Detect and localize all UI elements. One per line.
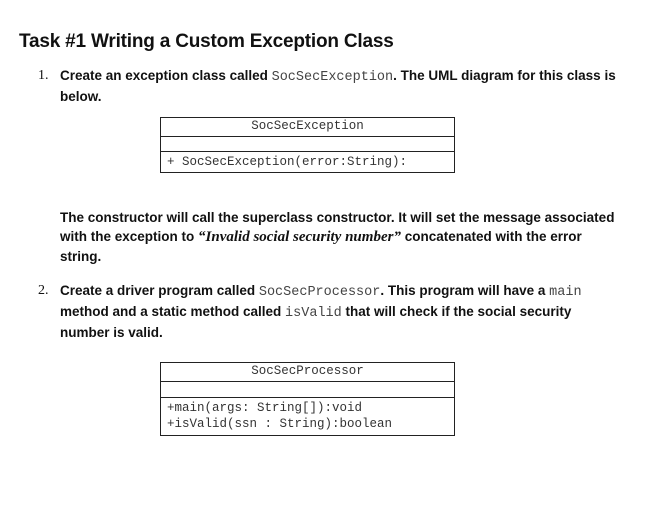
uml-diagram-socsecexception <box>160 117 455 173</box>
para1-text-a: The constructor will call the superclass constructor. It will set the message associated with the exception to <box>60 210 615 244</box>
item1-code: SocSecException <box>271 70 394 85</box>
uml-operations <box>161 398 454 434</box>
uml-operations <box>161 152 454 171</box>
item2-text-a: Create a driver program called <box>60 283 259 298</box>
item2-code-3: isValid <box>285 306 342 321</box>
uml-operation: + SocSecException(error:String): <box>167 155 408 169</box>
uml-class-name: SocSecException <box>161 118 454 137</box>
list-number-2: 2. <box>38 283 49 298</box>
list-item-1-text <box>60 66 620 106</box>
list-number-1: 1. <box>38 68 49 83</box>
item2-code-1: SocSecProcessor <box>258 285 381 300</box>
uml-attributes <box>161 382 454 398</box>
item1-text-b: . The UML diagram for this class is below. <box>60 68 616 104</box>
constructor-paragraph <box>60 208 620 266</box>
uml-operation: +main(args: String[]):void <box>167 401 363 415</box>
item2-text-b: . This program will have a <box>380 283 550 298</box>
item2-text-d: that will check if the social security number is valid. <box>60 304 572 340</box>
item2-text-c: method and a static method called <box>60 304 286 319</box>
list-item-2-text <box>60 281 620 342</box>
task-title: Task #1 Writing a Custom Exception Class <box>19 31 394 52</box>
uml-attributes <box>161 137 454 152</box>
para1-text-b: concatenated with the error string. <box>60 229 582 264</box>
item2-code-2: main <box>549 285 582 300</box>
item1-text-a: Create an exception class called <box>60 68 272 83</box>
uml-diagram-socsecprocessor <box>160 362 455 436</box>
para1-quote: “Invalid social security number” <box>198 229 401 245</box>
uml-operation: +isValid(ssn : String):boolean <box>167 417 393 431</box>
uml-class-name: SocSecProcessor <box>161 363 454 382</box>
